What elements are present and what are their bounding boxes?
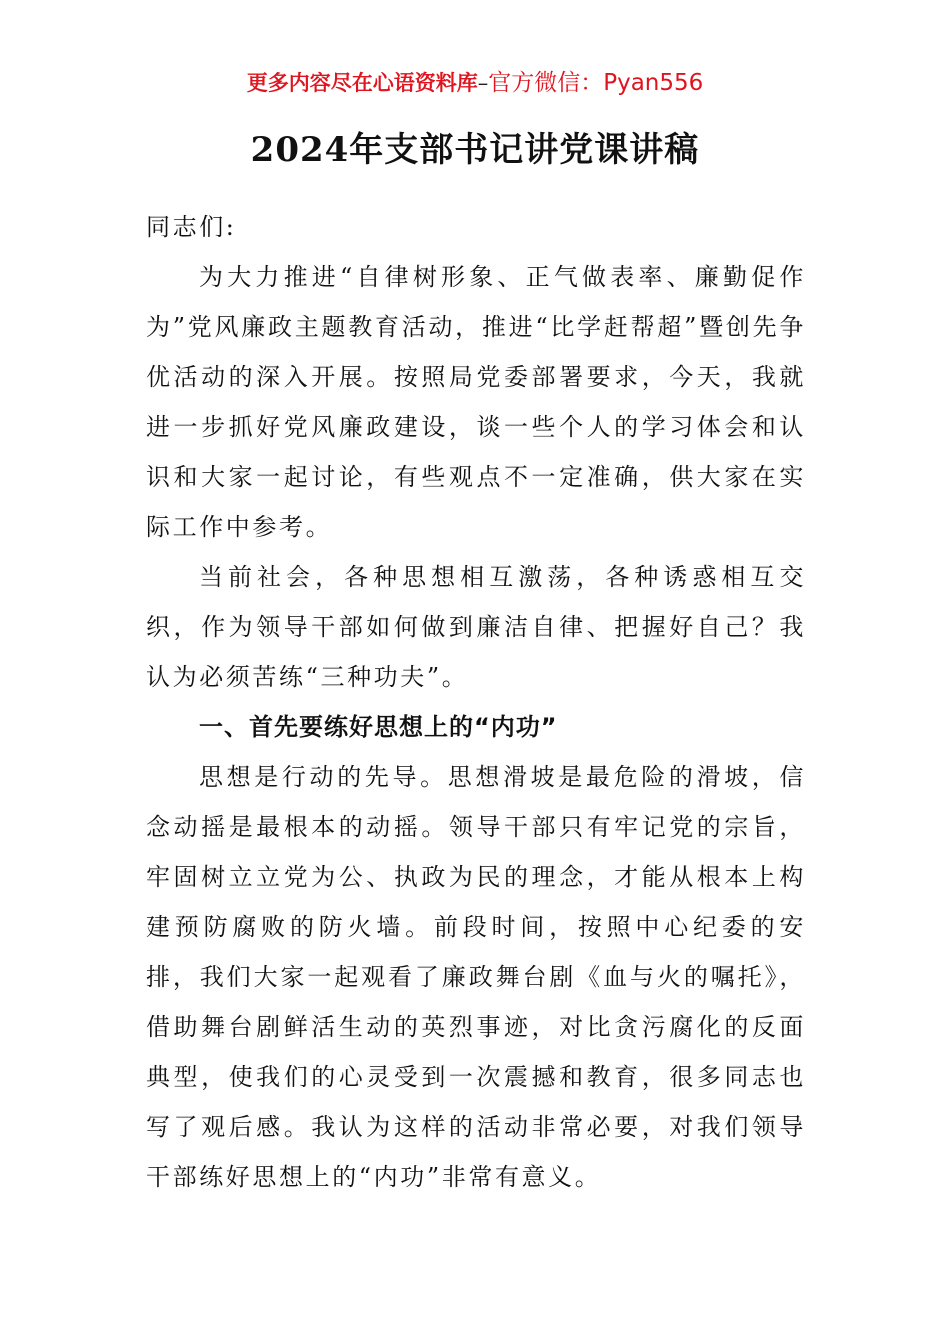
section-heading: 一、首先要练好思想上的“内功” bbox=[199, 713, 558, 741]
banner-separator: – bbox=[477, 71, 489, 95]
section-paragraph: 思想是行动的先导。思想滑坡是最危险的滑坡，信念动摇是最根本的动摇。领导干部只有牢记党的宗旨，牢固树立立党为公、执政为民的理念，才能从根本上构建预防腐败的防火墙。前段时间，按照中心纪委的安排，我们大家一起观看了廉政舞台剧《血与火的嘱托》，借助舞台剧鲜活生动的英烈事迹，对比贪污腐化的反面典型，使我们的心灵受到一次震撼和教育，很多同志也写了观后感。我认为这样的活动非常必要，对我们领导干部练好思想上的“内功”非常有意义。 bbox=[146, 763, 806, 1191]
paragraph-intro: 为大力推进“自律树形象、正气做表率、廉勤促作为”党风廉政主题教育活动，推进“比学赶帮超”暨创先争优活动的深入开展。按照局党委部署要求，今天，我就进一步抓好党风廉政建设，谈一些个人的学习体会和认识和大家一起讨论，有些观点不一定准确，供大家在实际工作中参考。 bbox=[146, 263, 806, 541]
paragraph-context: 当前社会，各种思想相互激荡，各种诱惑相互交织，作为领导干部如何做到廉洁自律、把握好自己？我认为必须苦练“三种功夫”。 bbox=[146, 563, 806, 691]
promo-banner bbox=[0, 68, 950, 98]
document-body bbox=[146, 202, 806, 1202]
promo-text: 更多内容尽在心语资料库 bbox=[246, 70, 478, 95]
salutation: 同志们: bbox=[146, 213, 237, 241]
document-title: 2024年支部书记讲党课讲稿 bbox=[250, 130, 700, 170]
contact-text: 官方微信：Pyan556 bbox=[488, 70, 704, 96]
